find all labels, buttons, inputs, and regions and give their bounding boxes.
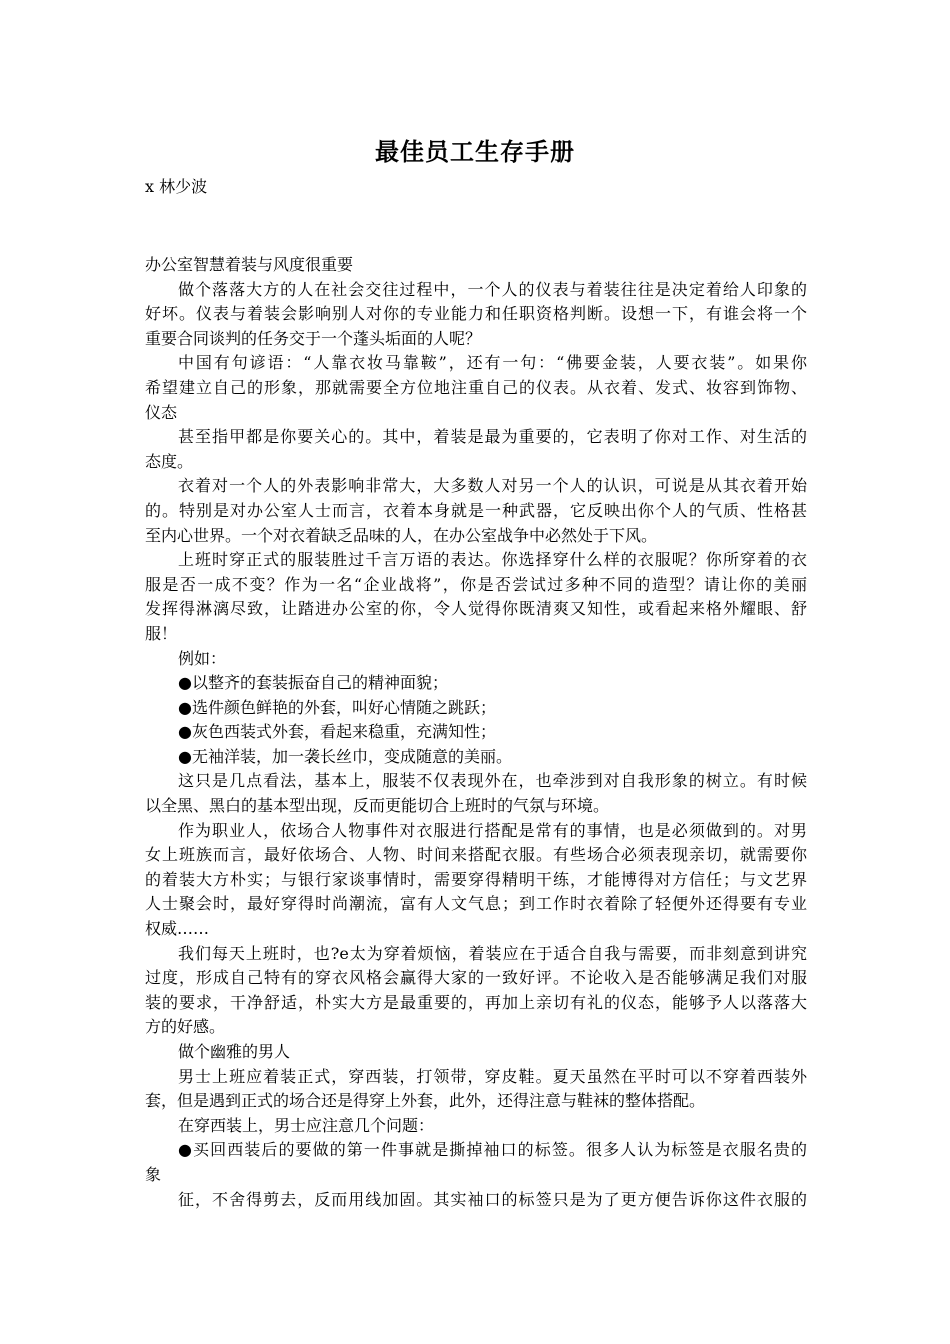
text-line: 我们每天上班时，也?e太为穿着烦恼，着装应在于适合自我与需要，而非刻意到讲究 — [178, 943, 807, 963]
document-title: 最佳员工生存手册 — [375, 137, 575, 166]
text-line: 征，不舍得剪去，反而用线加固。其实袖口的标签只是为了更方便告诉你这件衣服的 — [178, 1189, 807, 1209]
text-line: 重要合同谈判的任务交于一个蓬头垢面的人呢？ — [145, 328, 482, 348]
text-line: ●选件颜色鲜艳的外套，叫好心情随之跳跃； — [178, 697, 496, 717]
text-line: 好坏。仪表与着装会影响别人对你的专业能力和任职资格判断。设想一下，有谁会将一个 — [145, 304, 807, 324]
text-line: 的。特别是对办公室人士而言，衣着本身就是一种武器，它反映出你个人的气质、性格甚 — [145, 500, 807, 520]
text-line: 办公室智慧着装与风度很重要 — [145, 255, 354, 274]
document-body — [145, 253, 807, 1212]
text-line: 女上班族而言，最好依场合、人物、时间来搭配衣服。有些场合必须表现亲切，就需要你 — [145, 845, 807, 865]
text-line: 发挥得淋漓尽致，让踏进办公室的你，令人觉得你既清爽又知性，或看起来格外耀眼、舒 — [145, 599, 807, 619]
text-line: 套，但是遇到正式的场合还是得穿上外套，此外，还得注意与鞋袜的整体搭配。 — [145, 1091, 706, 1111]
text-line: 希望建立自己的形象，那就需要全方位地注重自己的仪表。从衣着、发式、妆容到饰物、 — [145, 377, 807, 397]
text-line: 装的要求，干净舒适，朴实大方是最重要的，再加上亲切有礼的仪态，能够予人以落落大 — [145, 992, 807, 1012]
text-line: 作为职业人，依场合人物事件对衣服进行搭配是常有的事情，也是必须做到的。对男 — [178, 820, 807, 840]
text-line: ●灰色西装式外套，看起来稳重，充满知性； — [178, 722, 496, 742]
text-line: 以全黑、黑白的基本型出现，反而更能切合上班时的气氛与环境。 — [145, 796, 610, 816]
text-line: 过度，形成自己特有的穿衣风格会赢得大家的一致好评。不论收入是否能够满足我们对服 — [145, 968, 807, 988]
text-line: 态度。 — [145, 451, 194, 471]
text-line: 这只是几点看法，基本上，服装不仅表现外在，也牵涉到对自我形象的树立。有时候 — [178, 771, 807, 791]
text-line: ●以整齐的套装振奋自己的精神面貌； — [178, 673, 448, 693]
text-line: 做个落落大方的人在社会交往过程中，一个人的仪表与着装往往是决定着给人印象的 — [178, 279, 807, 299]
text-line: 服！ — [145, 623, 178, 643]
text-line: 上班时穿正式的服装胜过千言万语的表达。你选择穿什么样的衣服呢？你所穿着的衣 — [178, 550, 807, 570]
document-author: x 林少波 — [145, 177, 208, 196]
text-line: 象 — [145, 1164, 162, 1184]
text-line: 的着装大方朴实；与银行家谈事情时，需要穿得精明干练，才能博得对方信任；与文艺界 — [145, 869, 807, 889]
text-line: 至内心世界。一个对衣着缺乏品味的人，在办公室战争中必然处于下风。 — [145, 525, 658, 545]
text-line: 在穿西装上，男士应注意几个问题： — [178, 1115, 435, 1135]
text-line: 男士上班应着装正式，穿西装，打领带，穿皮鞋。夏天虽然在平时可以不穿着西装外 — [178, 1066, 807, 1086]
text-line: ●买回西装后的要做的第一件事就是撕掉袖口的标签。很多人认为标签是衣服名贵的 — [178, 1140, 807, 1160]
text-line: 人士聚会时，最好穿得时尚潮流，富有人文气息；到工作时衣着除了轻便外还得要有专业 — [145, 894, 807, 914]
text-line: 服是否一成不变？作为一名“企业战将”，你是否尝试过多种不同的造型？请让你的美丽 — [145, 574, 807, 594]
text-line: 甚至指甲都是你要关心的。其中，着装是最为重要的，它表明了你对工作、对生活的 — [178, 427, 807, 447]
text-line: 衣着对一个人的外表影响非常大，大多数人对另一个人的认识，可说是从其衣着开始 — [178, 476, 807, 496]
text-line: ●无袖洋装，加一袭长丝巾，变成随意的美丽。 — [178, 746, 512, 766]
text-line: 方的好感。 — [145, 1017, 226, 1037]
text-line: 仪态 — [145, 402, 178, 422]
text-line: 例如： — [178, 648, 227, 668]
text-line: 权威…… — [145, 919, 210, 939]
text-line: 中国有句谚语：“人靠衣妆马靠鞍”，还有一句：“佛要金装，人要衣装”。如果你 — [178, 353, 807, 373]
text-line: 做个幽雅的男人 — [178, 1042, 291, 1061]
